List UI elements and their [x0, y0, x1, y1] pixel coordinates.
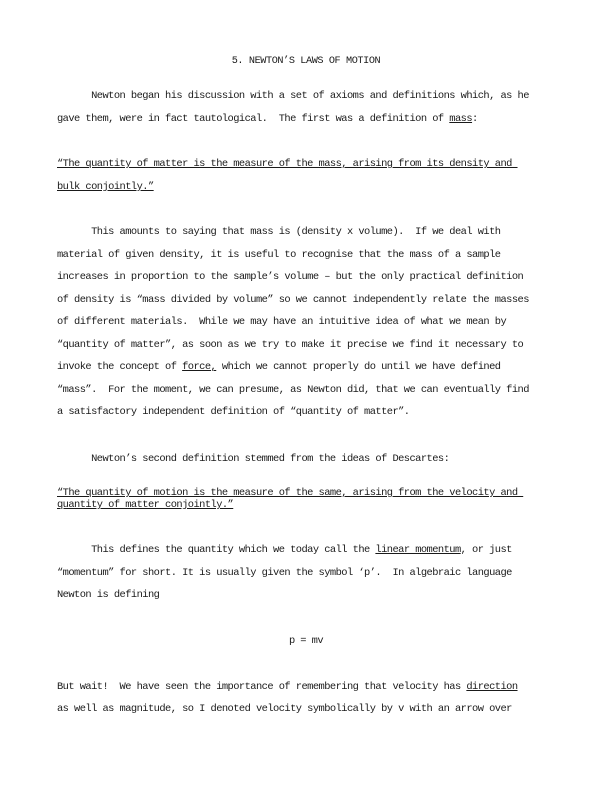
paragraph-4-line-2: “momentum” for short. It is usually given the symbol ‘p’. In algebraic language: [57, 567, 512, 579]
quote-1-line-2: bulk conjointly.”: [57, 181, 154, 193]
quote-1-line-1: “The quantity of matter is the measure of the mass, arising from its density and: [57, 158, 518, 170]
paragraph-2-line-3: increases in proportion to the sample’s volume – but the only practical definition: [57, 271, 524, 283]
paragraph-1-line-2: gave them, were in fact tautological. The first was a definition of mass:: [57, 113, 478, 125]
linear-momentum-term: linear momentum: [375, 544, 461, 556]
paragraph-3-line-1: Newton’s second definition stemmed from the ideas of Descartes:: [57, 453, 450, 465]
force-term: force,: [182, 361, 217, 373]
paragraph-2-line-5: of different materials. While we may have an intuitive idea of what we mean by: [57, 316, 507, 328]
paragraph-2-line-2: material of given density, it is useful to recognise that the mass of a sample: [57, 249, 501, 261]
paragraph-4-line-3: Newton is defining: [57, 589, 160, 601]
page-title: 5. NEWTON’S LAWS OF MOTION: [231, 56, 381, 67]
paragraph-2-line-9: a satisfactory independent definition of “quantity of matter”.: [57, 406, 410, 418]
paragraph-2-line-8: “mass”. For the moment, we can presume, as Newton did, that we can eventually find: [57, 384, 529, 396]
paragraph-5-line-2: as well as magnitude, so I denoted velocity symbolically by v with an arrow over: [57, 703, 512, 715]
mass-term: mass: [449, 113, 473, 125]
equation: p = mv: [288, 635, 324, 647]
quote-2-line-2: quantity of matter conjointly.”: [57, 499, 234, 511]
paragraph-2-line-7: invoke the concept of force, which we cannot properly do until we have defined: [57, 361, 501, 373]
paragraph-5-line-1: But wait! We have seen the importance of remembering that velocity has direction: [57, 681, 518, 693]
direction-term: direction: [466, 681, 518, 693]
paragraph-2-line-1: This amounts to saying that mass is (density x volume). If we deal with: [57, 226, 501, 238]
paragraph-1-line-1: Newton began his discussion with a set of axioms and definitions which, as he: [57, 90, 529, 102]
paragraph-2-line-6: “quantity of matter”, as soon as we try to make it precise we find it necessary to: [57, 339, 524, 351]
paragraph-4-line-1: This defines the quantity which we today call the linear momentum, or just: [57, 544, 512, 556]
paragraph-2-line-4: of density is “mass divided by volume” so we cannot independently relate the masses: [57, 294, 529, 306]
quote-2-line-1: “The quantity of motion is the measure of the same, arising from the velocity and: [57, 487, 524, 499]
